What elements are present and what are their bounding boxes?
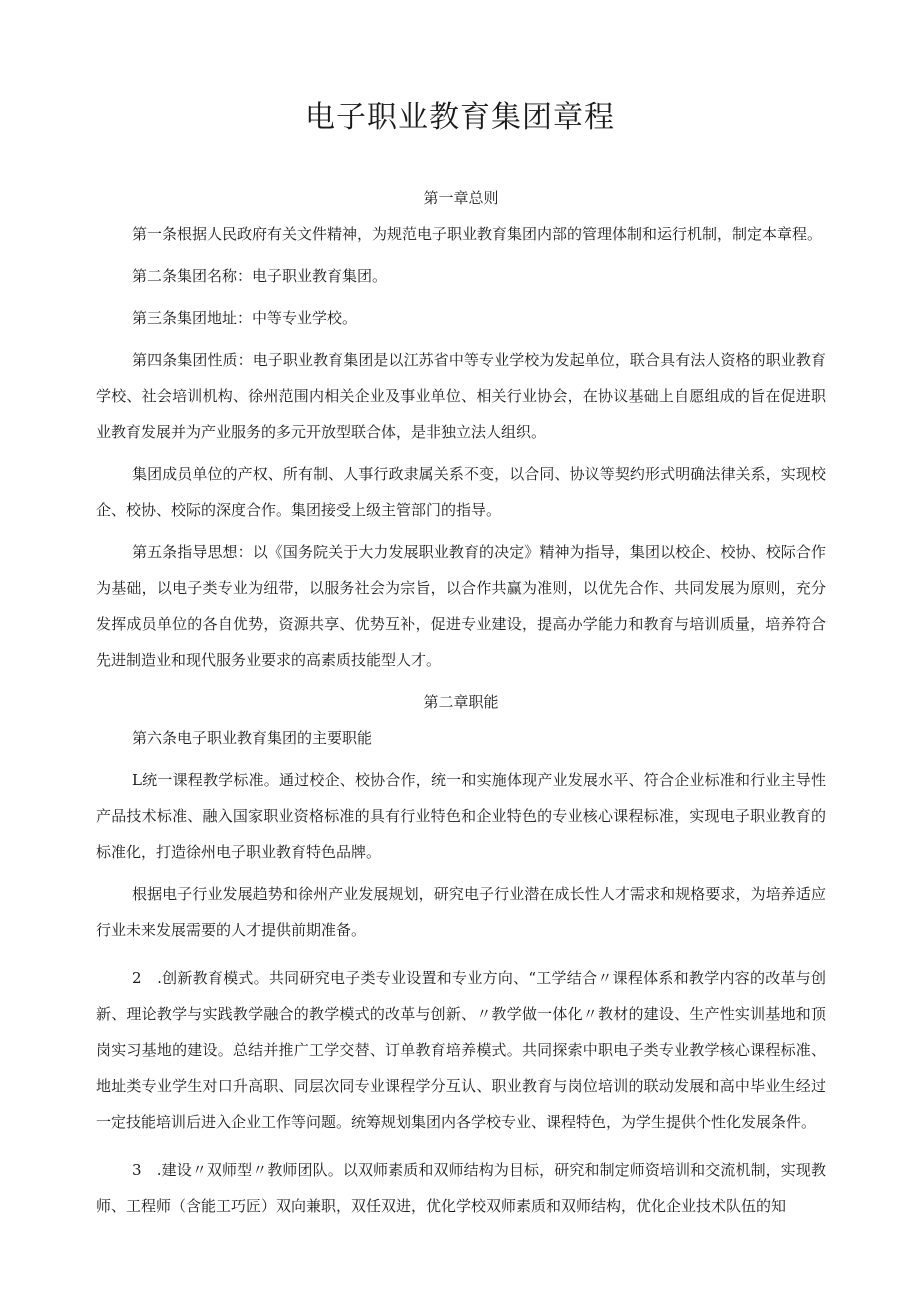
article-paragraph: 第一条根据人民政府有关文件精神，为规范电子职业教育集团内部的管理体制和运行机制，制定本章程。 <box>132 225 823 243</box>
article-paragraph: L统一课程教学标准。通过校企、校协合作，统一和实施体现产业发展水平、符合企业标准和行业主导性产品技术标准、融入国家职业资格标准的具有行业特色和企业特色的专业核心课程标准，实现电子职业教育的标准化，打造徐州电子职业教育特色品牌。 <box>96 771 826 861</box>
chapter-heading: 第二章职能 <box>423 693 499 711</box>
chapter-heading: 第一章总则 <box>423 189 499 207</box>
article-paragraph: 3 .建设〃双师型〃教师团队。以双师素质和双师结构为目标，研究和制定师资培训和交流机制，实现教师、工程师（含能工巧匠）双向兼职，双任双进，优化学校双师素质和双师结构，优化企业技术队伍的知 <box>96 1161 826 1215</box>
article-paragraph: 集团成员单位的产权、所有制、人事行政隶属关系不变，以合同、协议等契约形式明确法律关系，实现校企、校协、校际的深度合作。集团接受上级主管部门的指导。 <box>96 465 826 519</box>
article-paragraph: 第三条集团地址：中等专业学校。 <box>132 309 358 327</box>
article-paragraph: 根据电子行业发展趋势和徐州产业发展规划，研究电子行业潜在成长性人才需求和规格要求，为培养适应行业未来发展需要的人才提供前期准备。 <box>96 885 826 939</box>
document-body <box>96 180 826 1224</box>
document-title: 电子职业教育集团章程 <box>305 100 615 135</box>
article-paragraph: 2 .创新教育模式。共同研究电子类专业设置和专业方向、“工学结合〃课程体系和教学内容的改革与创新、理论教学与实践教学融合的教学模式的改革与创新、〃教学做一体化〃教材的建设、生产性实训基地和顶岗实习基地的建设。总结并推广工学交替、订单教育培养模式。共同探索中职电子类专业教学核心课程标准、地址类专业学生对口升高职、同层次同专业课程学分互认、职业教育与岗位培训的联动发展和高中毕业生经过一定技能培训后进入企业工作等问题。统筹规划集团内各学校专业、课程特色，为学生提供个性化发展条件。 <box>96 969 826 1131</box>
article-paragraph: 第六条电子职业教育集团的主要职能 <box>132 729 373 747</box>
article-paragraph: 第二条集团名称：电子职业教育集团。 <box>132 267 388 285</box>
article-paragraph: 第四条集团性质：电子职业教育集团是以江苏省中等专业学校为发起单位，联合具有法人资格的职业教育学校、社会培训机构、徐州范围内相关企业及事业单位、相关行业协会，在协议基础上自愿组成的旨在促进职业教育发展并为产业服务的多元开放型联合体，是非独立法人组织。 <box>96 351 826 441</box>
article-paragraph: 第五条指导思想：以《国务院关于大力发展职业教育的决定》精神为指导，集团以校企、校协、校际合作为基础，以电子类专业为纽带，以服务社会为宗旨，以合作共赢为准则，以优先合作、共同发展为原则，充分发挥成员单位的各自优势，资源共享、优势互补，促进专业建设，提高办学能力和教育与培训质量，培养符合先进制造业和现代服务业要求的高素质技能型人才。 <box>96 543 826 669</box>
